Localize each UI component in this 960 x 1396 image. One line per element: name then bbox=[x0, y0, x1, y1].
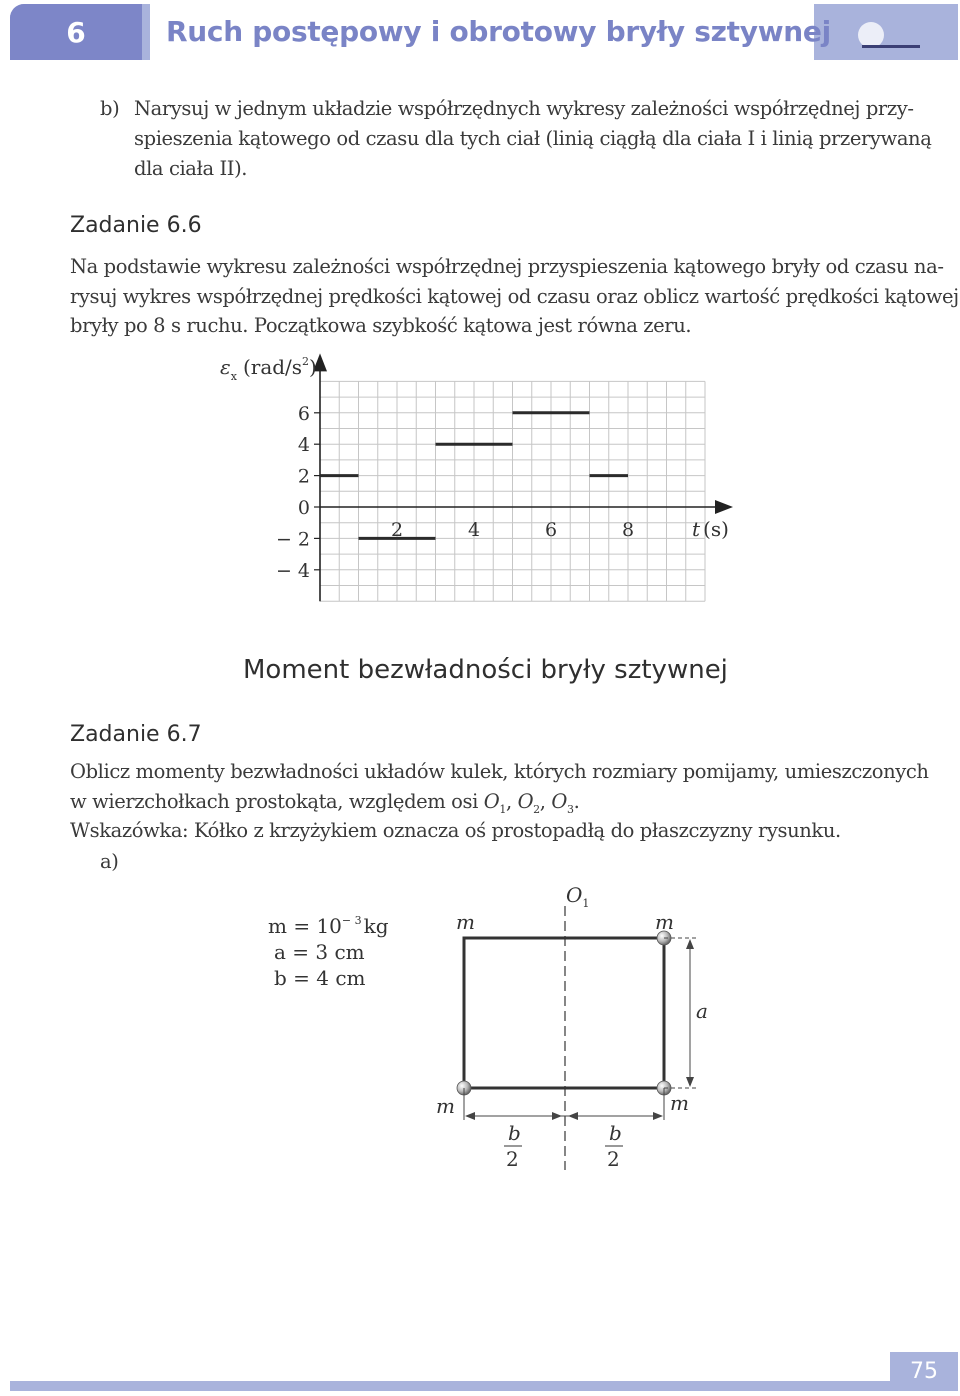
y-tick-label: 0 bbox=[297, 497, 310, 519]
task-6-7-heading: Zadanie 6.7 bbox=[70, 722, 202, 747]
svg-text:2: 2 bbox=[506, 1147, 519, 1171]
task-6-6-line-2: rysuj wykres współrzędnej prędkości kątowej od czasu oraz oblicz wartość prędkości kątowej bbox=[70, 285, 959, 308]
task-6-7-line-2: w wierzchołkach prostokąta, względem osi $O_1$, $O_2$, $O_3$. bbox=[70, 790, 580, 816]
task-6-6-line-3: bryły po 8 s ruchu. Początkowa szybkość kątowa jest równa zeru. bbox=[70, 314, 692, 337]
footer-bar bbox=[10, 1381, 958, 1391]
chapter-title: Ruch postępowy i obrotowy bryły sztywnej bbox=[166, 15, 831, 48]
mass-label-bottom-right: m bbox=[670, 1091, 689, 1115]
header-line-decoration bbox=[862, 45, 920, 48]
mass-label-top-left: m bbox=[456, 910, 475, 934]
axis-o1-label: $O_1$ bbox=[566, 883, 590, 910]
task-6-6-heading: Zadanie 6.6 bbox=[70, 213, 202, 238]
given-b: b = 4 cm bbox=[274, 966, 366, 990]
given-mass: $m = 10^{- 3}$ kg bbox=[268, 914, 389, 938]
dimension-a-label: a bbox=[696, 999, 708, 1023]
part-b-line-2: spieszenia kątowego od czasu dla tych ciał (linią ciągłą dla ciała I i linią przerywaną bbox=[134, 127, 932, 150]
x-tick-label: 2 bbox=[390, 519, 404, 541]
task-6-6-line-1: Na podstawie wykresu zależności współrzędnej przyspieszenia kątowego bryły od czasu na- bbox=[70, 255, 944, 278]
task-6-7-hint: Wskazówka: Kółko z krzyżykiem oznacza oś prostopadłą do płaszczyzny rysunku. bbox=[70, 819, 841, 842]
rectangle-masses-figure bbox=[0, 870, 960, 1180]
y-tick-label: 4 bbox=[297, 434, 310, 457]
section-title: Moment bezwładności bryły sztywnej bbox=[243, 655, 728, 685]
chart-grid bbox=[320, 381, 705, 601]
fraction-b-half-left bbox=[504, 1121, 522, 1171]
page-number: 75 bbox=[910, 1359, 938, 1384]
part-a-label: a) bbox=[100, 850, 119, 873]
y-axis-label: $\varepsilon_x$ $(rad/s^2)$ bbox=[220, 355, 317, 383]
part-b-label: b) bbox=[100, 97, 120, 120]
x-tick-label: 4 bbox=[467, 519, 481, 541]
angular-acceleration-chart bbox=[0, 340, 960, 620]
fraction-b-half-right bbox=[605, 1121, 623, 1171]
rectangle bbox=[464, 938, 664, 1088]
y-tick-label: − 4 bbox=[275, 559, 310, 582]
task-6-7-line-1: Oblicz momenty bezwładności układów kulek, których rozmiary pomijamy, umieszczonych bbox=[70, 760, 929, 783]
chart-axes bbox=[313, 353, 733, 601]
y-tick-label: 2 bbox=[297, 465, 310, 488]
svg-text:b: b bbox=[609, 1121, 622, 1145]
svg-text:b: b bbox=[508, 1121, 521, 1145]
x-axis-arrow bbox=[715, 500, 733, 514]
part-b-line-3: dla ciała II). bbox=[134, 157, 248, 180]
x-axis-label: t (s) bbox=[692, 517, 729, 541]
mass-label-top-right: m bbox=[655, 910, 674, 934]
y-tick-label: − 2 bbox=[275, 528, 310, 551]
svg-text:2: 2 bbox=[607, 1147, 620, 1171]
part-b-line-1: Narysuj w jednym układzie współrzędnych wykresy zależności współrzędnej przy- bbox=[134, 97, 914, 120]
x-tick-label: 8 bbox=[621, 519, 635, 541]
y-tick-label: 6 bbox=[297, 402, 310, 425]
chapter-number: 6 bbox=[66, 16, 86, 49]
mass-label-bottom-left: m bbox=[436, 1094, 455, 1118]
x-tick-label: 6 bbox=[544, 519, 558, 541]
given-a: a = 3 cm bbox=[274, 940, 365, 964]
